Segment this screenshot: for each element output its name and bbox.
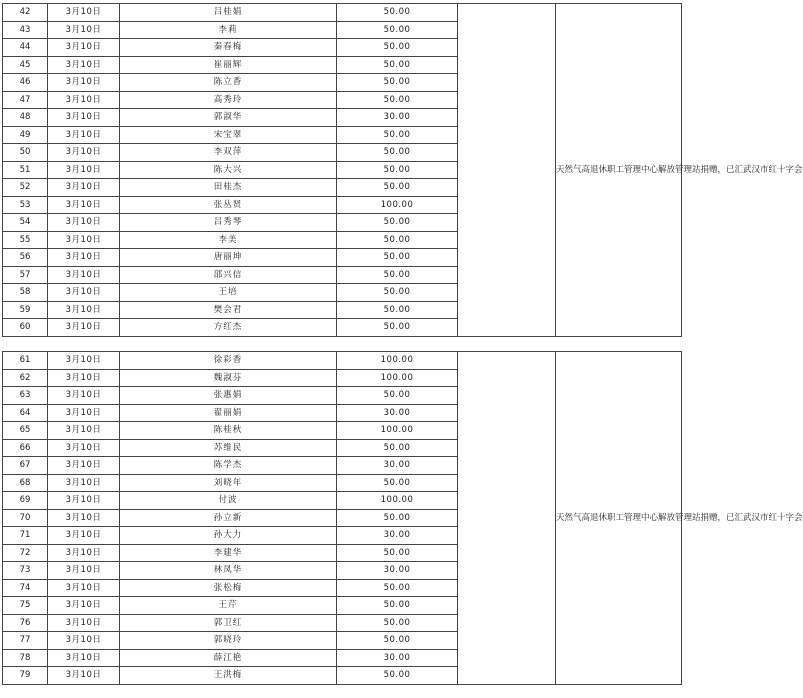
- donor-name: 唐丽坤: [120, 249, 337, 267]
- donation-date: 3月10日: [48, 614, 120, 632]
- row-number: 71: [3, 527, 48, 545]
- table-row: [3, 4, 682, 22]
- donor-name: 方红杰: [120, 319, 337, 337]
- donation-amount: 100.00: [337, 422, 458, 440]
- row-number: 60: [3, 319, 48, 337]
- donation-amount: 50.00: [337, 39, 458, 57]
- row-number: 68: [3, 474, 48, 492]
- donation-date: 3月10日: [48, 369, 120, 387]
- donation-date: 3月10日: [48, 214, 120, 232]
- row-number: 47: [3, 91, 48, 109]
- donation-amount: 50.00: [337, 387, 458, 405]
- donation-date: 3月10日: [48, 109, 120, 127]
- donation-date: 3月10日: [48, 492, 120, 510]
- donation-date: 3月10日: [48, 474, 120, 492]
- donation-date: 3月10日: [48, 144, 120, 162]
- donor-name: 郭卫红: [120, 614, 337, 632]
- donation-amount: 30.00: [337, 562, 458, 580]
- donation-amount: 50.00: [337, 231, 458, 249]
- donor-name: 高秀玲: [120, 91, 337, 109]
- donation-date: 3月10日: [48, 319, 120, 337]
- donor-name: 李莉: [120, 21, 337, 39]
- row-number: 45: [3, 56, 48, 74]
- donor-name: 张惠娟: [120, 387, 337, 405]
- row-number: 53: [3, 196, 48, 214]
- row-number: 57: [3, 266, 48, 284]
- row-number: 76: [3, 614, 48, 632]
- row-number: 56: [3, 249, 48, 267]
- donor-name: 王芹: [120, 597, 337, 615]
- donation-date: 3月10日: [48, 509, 120, 527]
- donation-amount: 50.00: [337, 544, 458, 562]
- row-number: 50: [3, 144, 48, 162]
- donor-name: 孙立新: [120, 509, 337, 527]
- donation-date: 3月10日: [48, 4, 120, 22]
- donation-amount: 50.00: [337, 126, 458, 144]
- donor-name: 徐彩香: [120, 352, 337, 370]
- donor-name: 邵兴信: [120, 266, 337, 284]
- donor-name: 苏维民: [120, 439, 337, 457]
- table-body-1: [3, 4, 803, 337]
- row-number: 51: [3, 161, 48, 179]
- row-number: 78: [3, 649, 48, 667]
- donor-name: 翟丽娟: [120, 404, 337, 422]
- donation-amount: 100.00: [337, 352, 458, 370]
- donation-amount: 100.00: [337, 196, 458, 214]
- donation-amount: 50.00: [337, 56, 458, 74]
- donor-name: 陈大兴: [120, 161, 337, 179]
- donor-name: 陈立香: [120, 74, 337, 92]
- donation-date: 3月10日: [48, 544, 120, 562]
- donor-name: 陈学杰: [120, 457, 337, 475]
- donation-date: 3月10日: [48, 249, 120, 267]
- donor-name: 张松梅: [120, 579, 337, 597]
- donation-date: 3月10日: [48, 439, 120, 457]
- row-number: 70: [3, 509, 48, 527]
- donation-amount: 100.00: [337, 369, 458, 387]
- row-number: 65: [3, 422, 48, 440]
- donor-name: 陈桂秋: [120, 422, 337, 440]
- row-number: 44: [3, 39, 48, 57]
- donation-amount: 50.00: [337, 439, 458, 457]
- donation-date: 3月10日: [48, 457, 120, 475]
- row-number: 42: [3, 4, 48, 22]
- donation-date: 3月10日: [48, 649, 120, 667]
- donation-amount: 50.00: [337, 21, 458, 39]
- donation-amount: 50.00: [337, 74, 458, 92]
- donation-amount: 50.00: [337, 301, 458, 319]
- donation-date: 3月10日: [48, 284, 120, 302]
- blank-column: [458, 352, 556, 685]
- donation-date: 3月10日: [48, 56, 120, 74]
- donation-date: 3月10日: [48, 179, 120, 197]
- row-number: 74: [3, 579, 48, 597]
- donation-amount: 50.00: [337, 214, 458, 232]
- donation-date: 3月10日: [48, 597, 120, 615]
- row-number: 67: [3, 457, 48, 475]
- row-number: 55: [3, 231, 48, 249]
- donation-date: 3月10日: [48, 126, 120, 144]
- row-number: 59: [3, 301, 48, 319]
- donor-name: 林凤华: [120, 562, 337, 580]
- donation-date: 3月10日: [48, 21, 120, 39]
- donor-name: 吕秀琴: [120, 214, 337, 232]
- donation-date: 3月10日: [48, 301, 120, 319]
- donation-amount: 50.00: [337, 614, 458, 632]
- donor-name: 秦春梅: [120, 39, 337, 57]
- donor-name: 李建华: [120, 544, 337, 562]
- row-number: 43: [3, 21, 48, 39]
- donation-date: 3月10日: [48, 562, 120, 580]
- row-number: 46: [3, 74, 48, 92]
- donation-date: 3月10日: [48, 632, 120, 650]
- donor-name: 王培: [120, 284, 337, 302]
- donation-amount: 30.00: [337, 527, 458, 545]
- table-body-2: [3, 352, 803, 685]
- row-number: 58: [3, 284, 48, 302]
- donation-date: 3月10日: [48, 74, 120, 92]
- donor-name: 郭晓玲: [120, 632, 337, 650]
- row-number: 75: [3, 597, 48, 615]
- donation-amount: 50.00: [337, 179, 458, 197]
- row-number: 61: [3, 352, 48, 370]
- donation-amount: 30.00: [337, 404, 458, 422]
- row-number: 54: [3, 214, 48, 232]
- donation-amount: 50.00: [337, 91, 458, 109]
- row-number: 64: [3, 404, 48, 422]
- donation-amount: 30.00: [337, 109, 458, 127]
- donation-amount: 30.00: [337, 457, 458, 475]
- donor-name: 崔丽辉: [120, 56, 337, 74]
- donation-amount: 50.00: [337, 597, 458, 615]
- row-number: 77: [3, 632, 48, 650]
- row-number: 49: [3, 126, 48, 144]
- row-number: 66: [3, 439, 48, 457]
- donation-table-block-2: [2, 351, 803, 685]
- donation-amount: 50.00: [337, 266, 458, 284]
- donation-amount: 50.00: [337, 474, 458, 492]
- donation-amount: 50.00: [337, 509, 458, 527]
- donor-name: 吕桂娟: [120, 4, 337, 22]
- row-number: 69: [3, 492, 48, 510]
- donation-date: 3月10日: [48, 39, 120, 57]
- donation-amount: 100.00: [337, 492, 458, 510]
- donor-name: 李双萍: [120, 144, 337, 162]
- donation-amount: 50.00: [337, 249, 458, 267]
- row-number: 72: [3, 544, 48, 562]
- donation-amount: 30.00: [337, 649, 458, 667]
- donation-date: 3月10日: [48, 91, 120, 109]
- donation-date: 3月10日: [48, 404, 120, 422]
- row-number: 52: [3, 179, 48, 197]
- remark-cell: 天然气高退休职工管理中心解放管理站捐赠，已汇武汉市红十字会: [556, 352, 682, 685]
- donor-name: 薛江艳: [120, 649, 337, 667]
- row-number: 48: [3, 109, 48, 127]
- donation-amount: 50.00: [337, 632, 458, 650]
- donation-amount: 50.00: [337, 667, 458, 685]
- donor-name: 张丛贤: [120, 196, 337, 214]
- donor-name: 宋宝翠: [120, 126, 337, 144]
- donor-name: 李美: [120, 231, 337, 249]
- donor-name: 王洪梅: [120, 667, 337, 685]
- donation-date: 3月10日: [48, 231, 120, 249]
- donor-name: 刘晓年: [120, 474, 337, 492]
- donation-amount: 50.00: [337, 284, 458, 302]
- donation-date: 3月10日: [48, 422, 120, 440]
- row-number: 73: [3, 562, 48, 580]
- donor-name: 郭淑华: [120, 109, 337, 127]
- donation-table-block-1: [2, 3, 803, 337]
- blank-column: [458, 4, 556, 337]
- donation-date: 3月10日: [48, 196, 120, 214]
- donation-amount: 50.00: [337, 4, 458, 22]
- donor-name: 孙大力: [120, 527, 337, 545]
- table-row: [3, 352, 682, 370]
- row-number: 62: [3, 369, 48, 387]
- donor-name: 付波: [120, 492, 337, 510]
- donation-date: 3月10日: [48, 161, 120, 179]
- donation-amount: 50.00: [337, 144, 458, 162]
- donation-date: 3月10日: [48, 266, 120, 284]
- row-number: 79: [3, 667, 48, 685]
- row-number: 63: [3, 387, 48, 405]
- donation-date: 3月10日: [48, 527, 120, 545]
- donation-amount: 50.00: [337, 161, 458, 179]
- donor-name: 魏淑芬: [120, 369, 337, 387]
- remark-cell: 天然气高退休职工管理中心解放管理站捐赠，已汇武汉市红十字会: [556, 4, 682, 337]
- donation-date: 3月10日: [48, 352, 120, 370]
- donation-date: 3月10日: [48, 387, 120, 405]
- donor-name: 樊会君: [120, 301, 337, 319]
- donation-date: 3月10日: [48, 579, 120, 597]
- donation-date: 3月10日: [48, 667, 120, 685]
- donation-amount: 50.00: [337, 579, 458, 597]
- donor-name: 田桂杰: [120, 179, 337, 197]
- donation-amount: 50.00: [337, 319, 458, 337]
